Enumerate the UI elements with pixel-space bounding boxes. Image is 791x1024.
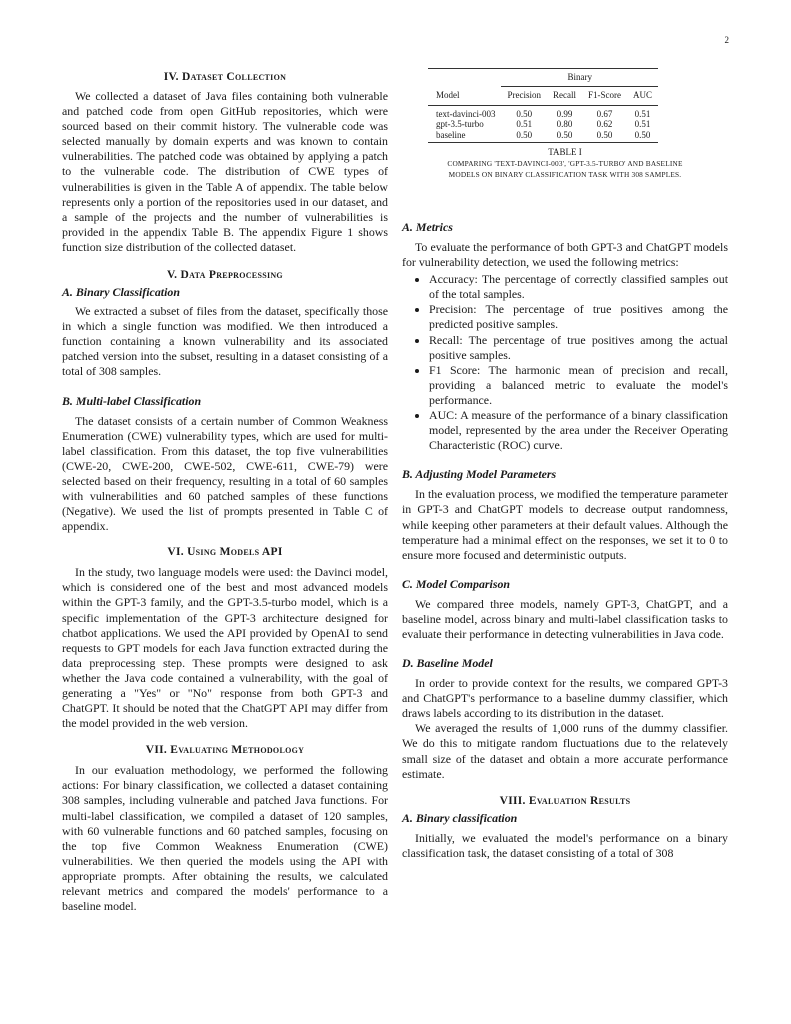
subsection-baseline-paragraph-2: We averaged the results of 1,000 runs of the dummy classifier. We do this to mitigate random fluctuations due to the relatevely small size of the dataset and obtain a more accurate performance estimate. [402,721,728,781]
subsection-baseline-title: D. Baseline Model [402,656,493,671]
table-cell: text-davinci-003 [436,108,496,119]
subsection-multilabel-title: B. Multi-label Classification [62,393,202,408]
subsection-parameters-paragraph: In the evaluation process, we modified the temperature parameter in GPT-3 and ChatGPT models to decrease output randomness, while keeping other parameters at their default values. Although the temperature had a minimal effect on the responses, we set it to 0 to ensure more focused and deterministic outputs. [402,487,728,562]
subsection-comparison-title: C. Model Comparison [402,576,511,591]
table-cell: gpt-3.5-turbo [436,119,484,129]
left-column [62,70,388,914]
list-item: • AUC: A measure of the performance of a binary classification model, represented by the area under the Receiver Operating Characteristic (ROC) curve. [429,408,728,453]
table-cell: 0.80 [556,119,573,129]
table-cell: 0.67 [596,108,613,119]
table-cell: 0.50 [556,129,573,140]
table-header-precision: Precision [507,90,541,101]
section-vi-paragraph: In the study, two language models were used: the Davinci model, which is considered one of the best and most advanced models within the GPT-3 family, and the GPT-3.5-turbo model, which is a specific implementation of the GPT-3 architecture designed for chatbot applications. We used the API provided by OpenAI to send requests to GPT models for each Java function extracted during the data preprocessing step. These prompts were designed to ask whether the Java code contained a vulnerability, with the goal of generating a "Yes" or "No" response from both GPT-3 and ChatGPT. It should be noted that the ChatGPT API may differ from the model provided in the web version. [62,565,388,731]
subsection-metrics-title: A. Metrics [402,220,453,234]
table-caption-line2: MODELS ON BINARY CLASSIFICATION TASK WITH 308 SAMPLES. [448,170,682,179]
list-item: • F1 Score: The harmonic mean of precision and recall, providing a balanced metric to evaluate the model's performance. [429,363,728,408]
table-row [428,130,658,143]
table-header-auc: AUC [632,90,652,101]
table-cell: 0.51 [634,119,651,129]
table-header-model: Model [436,90,460,100]
table-cell: 0.50 [516,129,533,140]
section-vii-paragraph: In our evaluation methodology, we performed the following actions: For binary classification, we collected a dataset containing 308 samples, including vulnerable and patched Java functions. For multi-label classification, we compiled a dataset of 120 samples, with 60 vulnerable functions and 60 patched samples, focusing on the top five Common Weakness Enumeration (CWE) vulnerabilities. We then queried the models using the API with appropriate prompts. After obtaining the results, we calculated relevant metrics and compared the models' performance to a baseline model. [62,763,388,914]
list-item: • Accuracy: The percentage of correctly classified samples out of the total samples. [429,272,728,302]
table-row [428,119,658,130]
section-vi-title: VI. Using Models API [167,546,283,559]
table-cell: 0.50 [516,108,533,119]
section-v-title: V. Data Preprocessing [167,269,283,282]
subsection-binary-results-title: A. Binary classification [402,810,518,825]
table-row [428,105,658,119]
list-item: • Recall: The percentage of true positives among the actual positive samples. [429,333,728,363]
table-header-recall: Recall [552,90,576,101]
table-group-header: Binary [501,69,658,87]
section-iv-title: IV. Dataset Collection [163,71,287,83]
section-viii-title: VIII. Evaluation Results [499,794,631,807]
results-table [428,68,658,143]
section-vii-title: VII. Evaluating Methodology [145,744,305,757]
table-cell: 0.51 [634,108,651,119]
section-iv-paragraph: We collected a dataset of Java files containing both vulnerable and patched code from open GitHub repositories, which were sourced based on their commit history. The vulnerable code was selected manually by domain experts and was known to contain vulnerabilities. The patched code was obtained by applying a patch to the vulnerable code. The distribution of CWE types of vulnerabilities is given in the Table A of appendix. The table below represents only a portion of the repositories used in our dataset, and a sample of the projects and the number of vulnerabilities is provided in the appendix Table B. The appendix Figure 1 shows function size distribution of the collected dataset. [62,89,388,254]
table-cell: 0.62 [596,119,613,129]
metrics-list [402,272,728,453]
subsection-metrics-paragraph: To evaluate the performance of both GPT-3 and ChatGPT models for vulnerability detection, we used the following metrics: [402,240,728,270]
subsection-binary-title: A. Binary Classification [62,285,180,300]
subsection-baseline-paragraph-1: In order to provide context for the results, we compared GPT-3 and ChatGPT's performance to a baseline dummy classifier, which draws labels according to its distribution in the dataset. [402,676,728,721]
table-cell: 0.99 [556,108,573,119]
list-item: • Precision: The percentage of true positives among the predicted positive samples. [429,302,728,332]
subsection-binary-paragraph: We extracted a subset of files from the dataset, specifically those in which a single function was modified. We then introduced a function containing a known vulnerability and its associated patched version into the subset, resulting in a dataset consisting of a total of 308 samples. [62,304,388,379]
subsection-comparison-paragraph: We compared three models, namely GPT-3, ChatGPT, and a baseline model, across binary and multi-label classification tasks to evaluate their performance in detecting vulnerabilities in Java code. [402,596,728,641]
right-column [402,68,728,861]
table-caption-line1: COMPARING 'TEXT-DAVINCI-003', 'GPT-3.5-TURBO' AND BASELINE [447,159,683,168]
table-cell: 0.51 [516,119,533,129]
table-cell: 0.50 [634,129,651,140]
table-header-f1: F1-Score [587,90,621,101]
subsection-parameters-title: B. Adjusting Model Parameters [402,467,557,482]
page-number: 2 [724,35,729,45]
table-cell: 0.50 [596,129,613,140]
subsection-multilabel-paragraph: The dataset consists of a certain number of Common Weakness Enumeration (CWE) vulnerability types, which are used for multi-label classification. From this dataset, the top five vulnerabilities (CWE-20, CWE-200, CWE-502, CWE-611, CWE-79) were selected based on their frequency, resulting in a total of 60 samples with vulnerabilities and 60 patched samples of these functions (Negative). We used the list of prompts presented in Table C of appendix. [62,413,388,534]
subsection-binary-results-paragraph: Initially, we evaluated the model's performance on a binary classification task, the dataset consisting of a total of 308 [402,830,728,860]
table-cell: baseline [436,129,466,140]
table-label: TABLE I [548,147,582,157]
